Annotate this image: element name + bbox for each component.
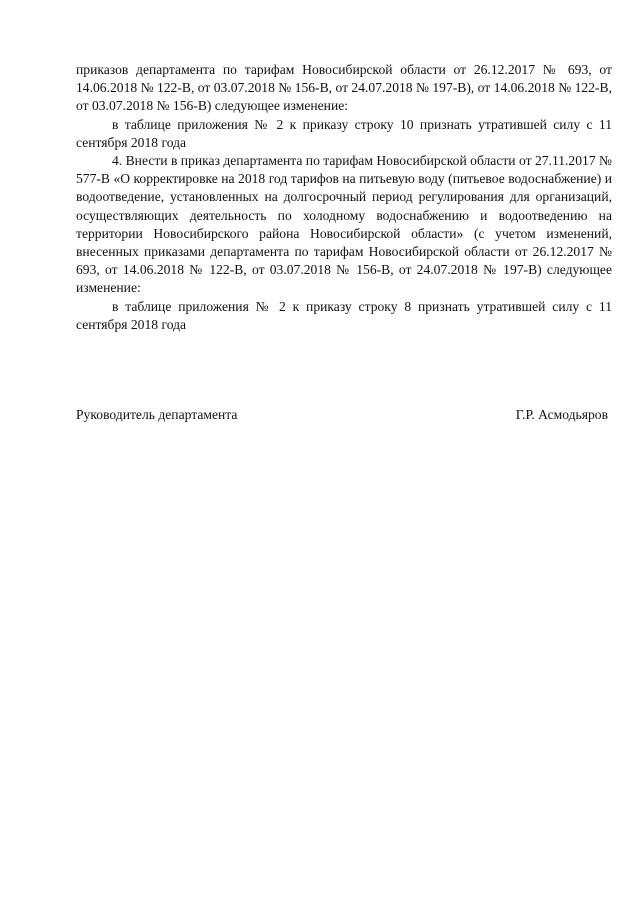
paragraph-continuation: приказов департамента по тарифам Новосибирской области от 26.12.2017 № 693, от 14.06.2018 № 122-В, от 03.07.2018 № 156-В, от 24.07.2018 № 197-В), от 14.06.2018 № 122-В, от 03.07.2018 № 156-В) следующее изменение: bbox=[76, 62, 612, 114]
signatory-title: Руководитель департамента bbox=[76, 407, 238, 422]
paragraph-table-row-8: в таблице приложения № 2 к приказу строку 8 признать утратившей силу с 11 сентября 2018 года bbox=[76, 298, 612, 332]
signatory-name: Г.Р. Асмодьяров bbox=[515, 407, 608, 422]
paragraph-item-4: 4. Внести в приказ департамента по тарифам Новосибирской области от 27.11.2017 № 577-В «О корректировке на 2018 год тарифов на питьевую воду (питьевое водоснабжение) и водоотведение, установленных на долгосрочный период регулирования для организаций, осуществляющих деятельность по холодному водоснабжению и водоотведению на территории Новосибирского района Новосибирской области» (с учетом изменений, внесенных приказами департамента по тарифам Новосибирской области от 26.12.2017 № 693, от 14.06.2018 № 122-В, от 03.07.2018 № 156-В, от 24.07.2018 № 197-В) следующее изменение: bbox=[76, 153, 612, 296]
document-body bbox=[76, 61, 612, 334]
signature-block bbox=[76, 406, 612, 426]
paragraph-table-row-10: в таблице приложения № 2 к приказу строку 10 признать утратившей силу с 11 сентября 2018 года bbox=[76, 116, 612, 150]
